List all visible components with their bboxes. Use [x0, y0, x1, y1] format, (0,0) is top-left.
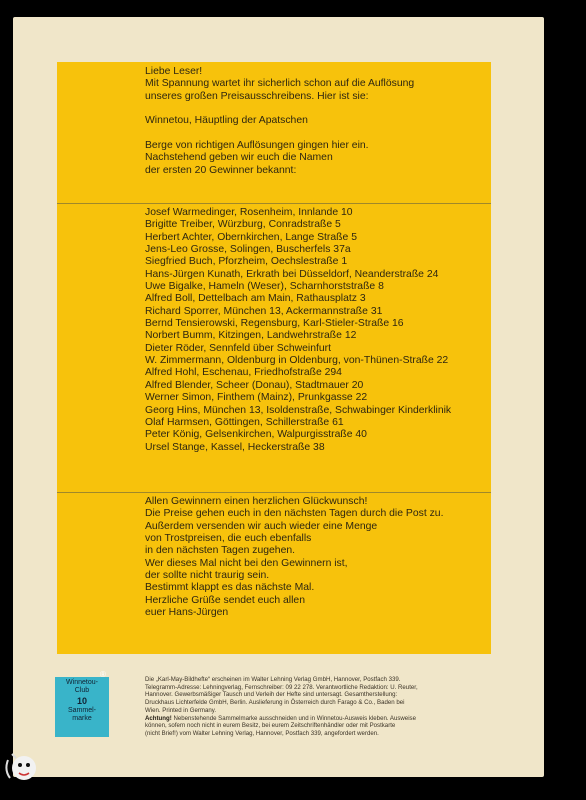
publisher-imprint: [145, 676, 490, 738]
imprint-line: Hannover. Gewerbsmäßiger Tausch und Verleih der Hefte sind untersagt. Gesamtherstellung:: [145, 691, 398, 699]
winner-entry: Uwe Bigalke, Hameln (Weser), Scharnhorststraße 8: [145, 281, 384, 293]
closing-line: euer Hans-Jürgen: [145, 607, 229, 619]
winner-entry: W. Zimmermann, Oldenburg in Oldenburg, von-Thünen-Straße 22: [145, 355, 449, 367]
notice-line: [145, 715, 490, 723]
imprint-line: Telegramm-Adresse: Lehningverlag, Fernschreiber: 09 22 278. Verantwortliche Redaktion: U. Reuter,: [145, 683, 418, 691]
imprint-line: Druckhaus Lichterfelde GmbH, Berlin. Auslieferung in Österreich durch Farago & Co., Baden bei: [145, 699, 405, 707]
winner-entry: Bernd Tensierowski, Regensburg, Karl-Stieler-Straße 16: [145, 318, 404, 330]
divider-bottom: [57, 492, 491, 493]
stamp-number: 10: [76, 696, 87, 706]
winner-entry: Richard Sporrer, München 13, Ackermannstraße 31: [145, 305, 383, 317]
winner-entry: Alfred Hohl, Eschenau, Friedhofstraße 294: [145, 367, 342, 379]
intro-text: [145, 66, 414, 177]
notice-line: (nicht Brief!) vom Walter Lehning Verlag, Hannover, Postfach 339, angefordert werden.: [145, 729, 379, 737]
intro-line: Berge von richtigen Auflösungen gingen hier ein.: [145, 140, 369, 152]
closing-line: der sollte nicht traurig sein.: [145, 570, 270, 582]
intro-line: [145, 128, 414, 140]
collector-stamp: [55, 670, 109, 737]
winner-entry: Georg Hins, München 13, Isoldenstraße, Schwabinger Kinderklinik: [145, 404, 452, 416]
imprint-line: Wien. Printed in Germany.: [145, 706, 217, 714]
stamp-line: Club: [74, 687, 90, 694]
stamp-line: marke: [72, 715, 92, 722]
closing-line: Allen Gewinnern einen herzlichen Glückwunsch!: [145, 496, 368, 507]
winner-entry: Hans-Jürgen Kunath, Erkrath bei Düsseldorf, Neanderstraße 24: [145, 268, 439, 280]
notice-text: Nebenstehende Sammelmarke ausschneiden und in Winnetou-Ausweis kleben. Ausweise: [171, 714, 416, 722]
winner-entry: Peter König, Gelsenkirchen, Walpurgisstraße 40: [145, 429, 367, 441]
winner-entry: Olaf Harmsen, Göttingen, Schillerstraße 61: [145, 416, 344, 428]
winner-entry: Dieter Röder, Sennfeld über Schweinfurt: [145, 342, 331, 354]
closing-line: Bestimmt klappt es das nächste Mal.: [145, 582, 315, 594]
winner-entry: Alfred Boll, Dettelbach am Main, Rathausplatz 3: [145, 293, 366, 305]
winner-entry: Norbert Bumm, Kitzingen, Landwehrstraße 12: [145, 330, 357, 342]
intro-line: der ersten 20 Gewinner bekannt:: [145, 164, 297, 176]
intro-line: Nachstehend geben wir euch die Namen: [145, 152, 333, 164]
winner-entry: Alfred Blender, Scheer (Donau), Stadtmauer 20: [145, 379, 364, 391]
notice-label: Achtung!: [145, 714, 172, 722]
intro-line: unseres großen Preisausschreibens. Hier ist sie:: [145, 90, 369, 102]
intro-line: [145, 103, 414, 115]
closing-text: [145, 496, 443, 619]
winner-entry: Werner Simon, Finthem (Mainz), Prunkgasse 22: [145, 392, 368, 404]
intro-line: Liebe Leser!: [145, 66, 203, 77]
stamp-line: Winnetou-: [66, 679, 98, 686]
closing-line: Wer dieses Mal nicht bei den Gewinnern ist,: [145, 557, 348, 569]
stamp-line: Sammel-: [67, 707, 96, 714]
closing-line: von Trostpreisen, die euch ebenfalls: [145, 533, 312, 545]
winner-entry: Herbert Achter, Obernkirchen, Lange Straße 5: [145, 231, 357, 243]
mascot-logo: [2, 748, 42, 790]
closing-line: Die Preise gehen euch in den nächsten Tagen durch die Post zu.: [145, 508, 444, 520]
notice-line: können, sofern noch nicht in eurem Besitz, bei eurem Zeitschriftenhändler oder mit Postkarte: [145, 722, 396, 730]
winner-entry: Josef Warmedinger, Rosenheim, Innlande 10: [145, 207, 353, 218]
winner-entry: Jens-Leo Grosse, Solingen, Buscherfels 37a: [145, 244, 351, 256]
stamp-registered-mark: ®: [100, 670, 106, 679]
intro-line: Winnetou, Häuptling der Apatschen: [145, 115, 308, 127]
winners-list: [145, 207, 451, 454]
imprint-line: Die „Karl-May-Bildhefte“ erscheinen im Walter Lehning Verlag GmbH, Hannover, Postfach 339.: [145, 676, 401, 683]
closing-line: in den nächsten Tagen zugehen.: [145, 545, 296, 557]
winner-entry: Siegfried Buch, Pforzheim, Oechslestraße 1: [145, 256, 348, 268]
intro-line: Mit Spannung wartet ihr sicherlich schon auf die Auflösung: [145, 78, 415, 90]
closing-line: Herzliche Grüße sendet euch allen: [145, 594, 305, 606]
winner-entry: Brigitte Treiber, Würzburg, Conradstraße 5: [145, 219, 341, 231]
winner-entry: Ursel Stange, Kassel, Heckerstraße 38: [145, 441, 325, 453]
divider-top: [57, 203, 491, 204]
closing-line: Außerdem versenden wir auch wieder eine Menge: [145, 520, 378, 532]
